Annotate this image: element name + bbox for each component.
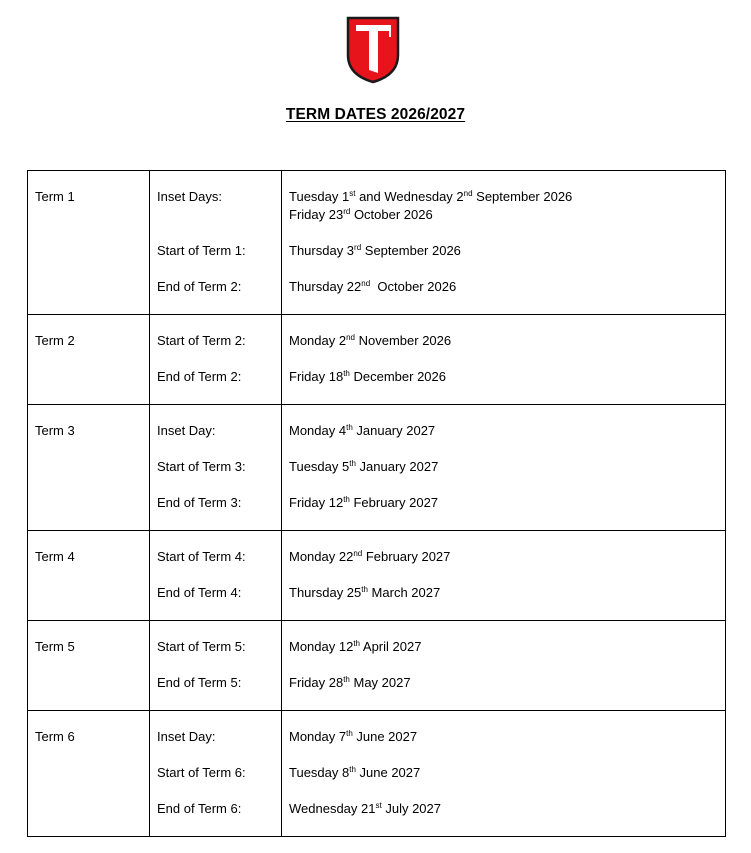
term-row (28, 711, 726, 837)
term-labels-cell (150, 405, 282, 531)
labels-wrap (150, 171, 281, 314)
entry-label: End of Term 2: (157, 369, 242, 384)
spacer (157, 224, 274, 242)
entry-label: End of Term 6: (157, 801, 242, 816)
spacer (157, 476, 274, 494)
ordinal-suffix: th (343, 675, 350, 684)
ordinal-suffix: th (349, 765, 356, 774)
dates-wrap (282, 405, 725, 530)
spacer (289, 350, 718, 368)
entry-date (289, 764, 718, 782)
dates-wrap (282, 315, 725, 404)
date-text: April 2027 (360, 639, 422, 654)
date-text: Wednesday 21 (289, 801, 376, 816)
ordinal-suffix: rd (343, 207, 351, 216)
date-text: September 2026 (361, 243, 461, 258)
date-text: Monday 12 (289, 639, 354, 654)
spacer (157, 350, 274, 368)
term-name-wrap (28, 531, 149, 584)
spacer (289, 440, 718, 458)
entry-date (289, 242, 718, 260)
ordinal-suffix: th (361, 585, 368, 594)
term-name-wrap (28, 315, 149, 368)
term-dates-cell (282, 711, 726, 837)
school-crest-icon (345, 15, 401, 85)
ordinal-suffix: st (349, 189, 356, 198)
labels-wrap (150, 315, 281, 404)
date-text: July 2027 (381, 801, 441, 816)
date-text: Thursday 22 (289, 279, 362, 294)
spacer (289, 746, 718, 764)
labels-wrap (150, 711, 281, 836)
term-name: Term 4 (35, 549, 75, 564)
term-row (28, 405, 726, 531)
term-dates-cell (282, 621, 726, 711)
date-text: January 2027 (355, 459, 439, 474)
entry-label: Start of Term 2: (157, 333, 246, 348)
date-text: January 2027 (352, 423, 436, 438)
ordinal-suffix: nd (353, 549, 363, 558)
term-dates-cell (282, 531, 726, 621)
date-text: Tuesday 1 (289, 189, 350, 204)
date-text: June 2027 (352, 729, 418, 744)
term-name-wrap (28, 621, 149, 674)
ordinal-suffix: rd (354, 243, 362, 252)
term-name-cell (28, 171, 150, 315)
date-text: Thursday 3 (289, 243, 355, 258)
term-dates-cell (282, 315, 726, 405)
dates-wrap (282, 711, 725, 836)
entry-label: Inset Days: (157, 189, 223, 204)
term-dates-table (27, 170, 726, 837)
ordinal-suffix: th (346, 423, 353, 432)
entry-label: Inset Day: (157, 729, 216, 744)
entry-date (289, 458, 718, 476)
labels-wrap (150, 405, 281, 530)
spacer (289, 260, 718, 278)
entry-date (289, 494, 718, 512)
entry-date (289, 728, 718, 746)
entry-date (289, 674, 718, 692)
date-text: November 2026 (355, 333, 452, 348)
term-row (28, 621, 726, 711)
spacer (289, 782, 718, 800)
date-text: December 2026 (349, 369, 446, 384)
ordinal-suffix: th (343, 369, 350, 378)
term-name-wrap (28, 405, 149, 458)
entry-date (289, 188, 718, 206)
term-name-cell (28, 711, 150, 837)
labels-wrap (150, 621, 281, 710)
term-name-cell (28, 405, 150, 531)
date-text: February 2027 (362, 549, 451, 564)
date-text: Friday 28 (289, 675, 344, 690)
term-name: Term 3 (35, 423, 75, 438)
spacer (289, 224, 718, 242)
spacer (289, 566, 718, 584)
ordinal-suffix: th (343, 495, 350, 504)
entry-label: End of Term 3: (157, 495, 242, 510)
entry-label: Start of Term 6: (157, 765, 246, 780)
entry-date (289, 368, 718, 386)
dates-wrap (282, 621, 725, 710)
ordinal-suffix: nd (346, 333, 355, 342)
entry-date (289, 206, 718, 224)
term-name: Term 5 (35, 639, 75, 654)
entry-date (289, 548, 718, 566)
entry-date (289, 332, 718, 350)
term-name-wrap (28, 171, 149, 224)
date-text: June 2027 (355, 765, 421, 780)
date-text: Friday 18 (289, 369, 344, 384)
date-text: Monday 7 (289, 729, 347, 744)
date-text: May 2027 (349, 675, 411, 690)
term-row (28, 171, 726, 315)
spacer (157, 440, 274, 458)
date-text: Friday 12 (289, 495, 344, 510)
dates-wrap (282, 531, 725, 620)
spacer (289, 476, 718, 494)
term-dates-body (28, 171, 726, 837)
term-name-wrap (28, 711, 149, 764)
label-filler (157, 206, 274, 224)
ordinal-suffix: nd (361, 279, 371, 288)
entry-label: End of Term 4: (157, 585, 242, 600)
entry-date (289, 278, 718, 296)
date-text: Monday 4 (289, 423, 347, 438)
term-labels-cell (150, 621, 282, 711)
entry-label: Start of Term 4: (157, 549, 246, 564)
page-title: TERM DATES 2026/2027 (285, 106, 466, 123)
spacer (157, 782, 274, 800)
entry-date (289, 422, 718, 440)
entry-date (289, 638, 718, 656)
ordinal-suffix: th (349, 459, 356, 468)
entry-label: Start of Term 5: (157, 639, 246, 654)
dates-wrap (282, 171, 725, 314)
term-labels-cell (150, 531, 282, 621)
labels-wrap (150, 531, 281, 620)
term-name: Term 1 (35, 189, 75, 204)
date-text: Tuesday 8 (289, 765, 350, 780)
term-labels-cell (150, 171, 282, 315)
date-text: October 2026 (370, 279, 457, 294)
date-text: October 2026 (350, 207, 433, 222)
ordinal-suffix: th (346, 729, 353, 738)
date-text: Tuesday 5 (289, 459, 350, 474)
term-name-cell (28, 621, 150, 711)
ordinal-suffix: th (353, 639, 360, 648)
date-text: Thursday 25 (289, 585, 362, 600)
ordinal-suffix: st (375, 801, 382, 810)
entry-label: Start of Term 3: (157, 459, 246, 474)
date-text: March 2027 (367, 585, 441, 600)
spacer (289, 656, 718, 674)
spacer (157, 746, 274, 764)
entry-label: Start of Term 1: (157, 243, 246, 258)
term-labels-cell (150, 315, 282, 405)
spacer (157, 260, 274, 278)
date-text: February 2027 (349, 495, 439, 510)
date-text: Monday 2 (289, 333, 347, 348)
spacer (157, 566, 274, 584)
entry-label: End of Term 2: (157, 279, 242, 294)
date-text: and Wednesday 2 (355, 189, 464, 204)
date-text: Friday 23 (289, 207, 344, 222)
term-name-cell (28, 315, 150, 405)
term-dates-cell (282, 405, 726, 531)
ordinal-suffix: nd (463, 189, 473, 198)
entry-date (289, 584, 718, 602)
entry-label: Inset Day: (157, 423, 216, 438)
spacer (157, 656, 274, 674)
entry-label: End of Term 5: (157, 675, 242, 690)
term-labels-cell (150, 711, 282, 837)
date-text: Monday 22 (289, 549, 354, 564)
term-row (28, 315, 726, 405)
term-row (28, 531, 726, 621)
date-text: September 2026 (472, 189, 573, 204)
term-dates-cell (282, 171, 726, 315)
term-name: Term 6 (35, 729, 75, 744)
term-name-cell (28, 531, 150, 621)
term-name: Term 2 (35, 333, 75, 348)
entry-date (289, 800, 718, 818)
